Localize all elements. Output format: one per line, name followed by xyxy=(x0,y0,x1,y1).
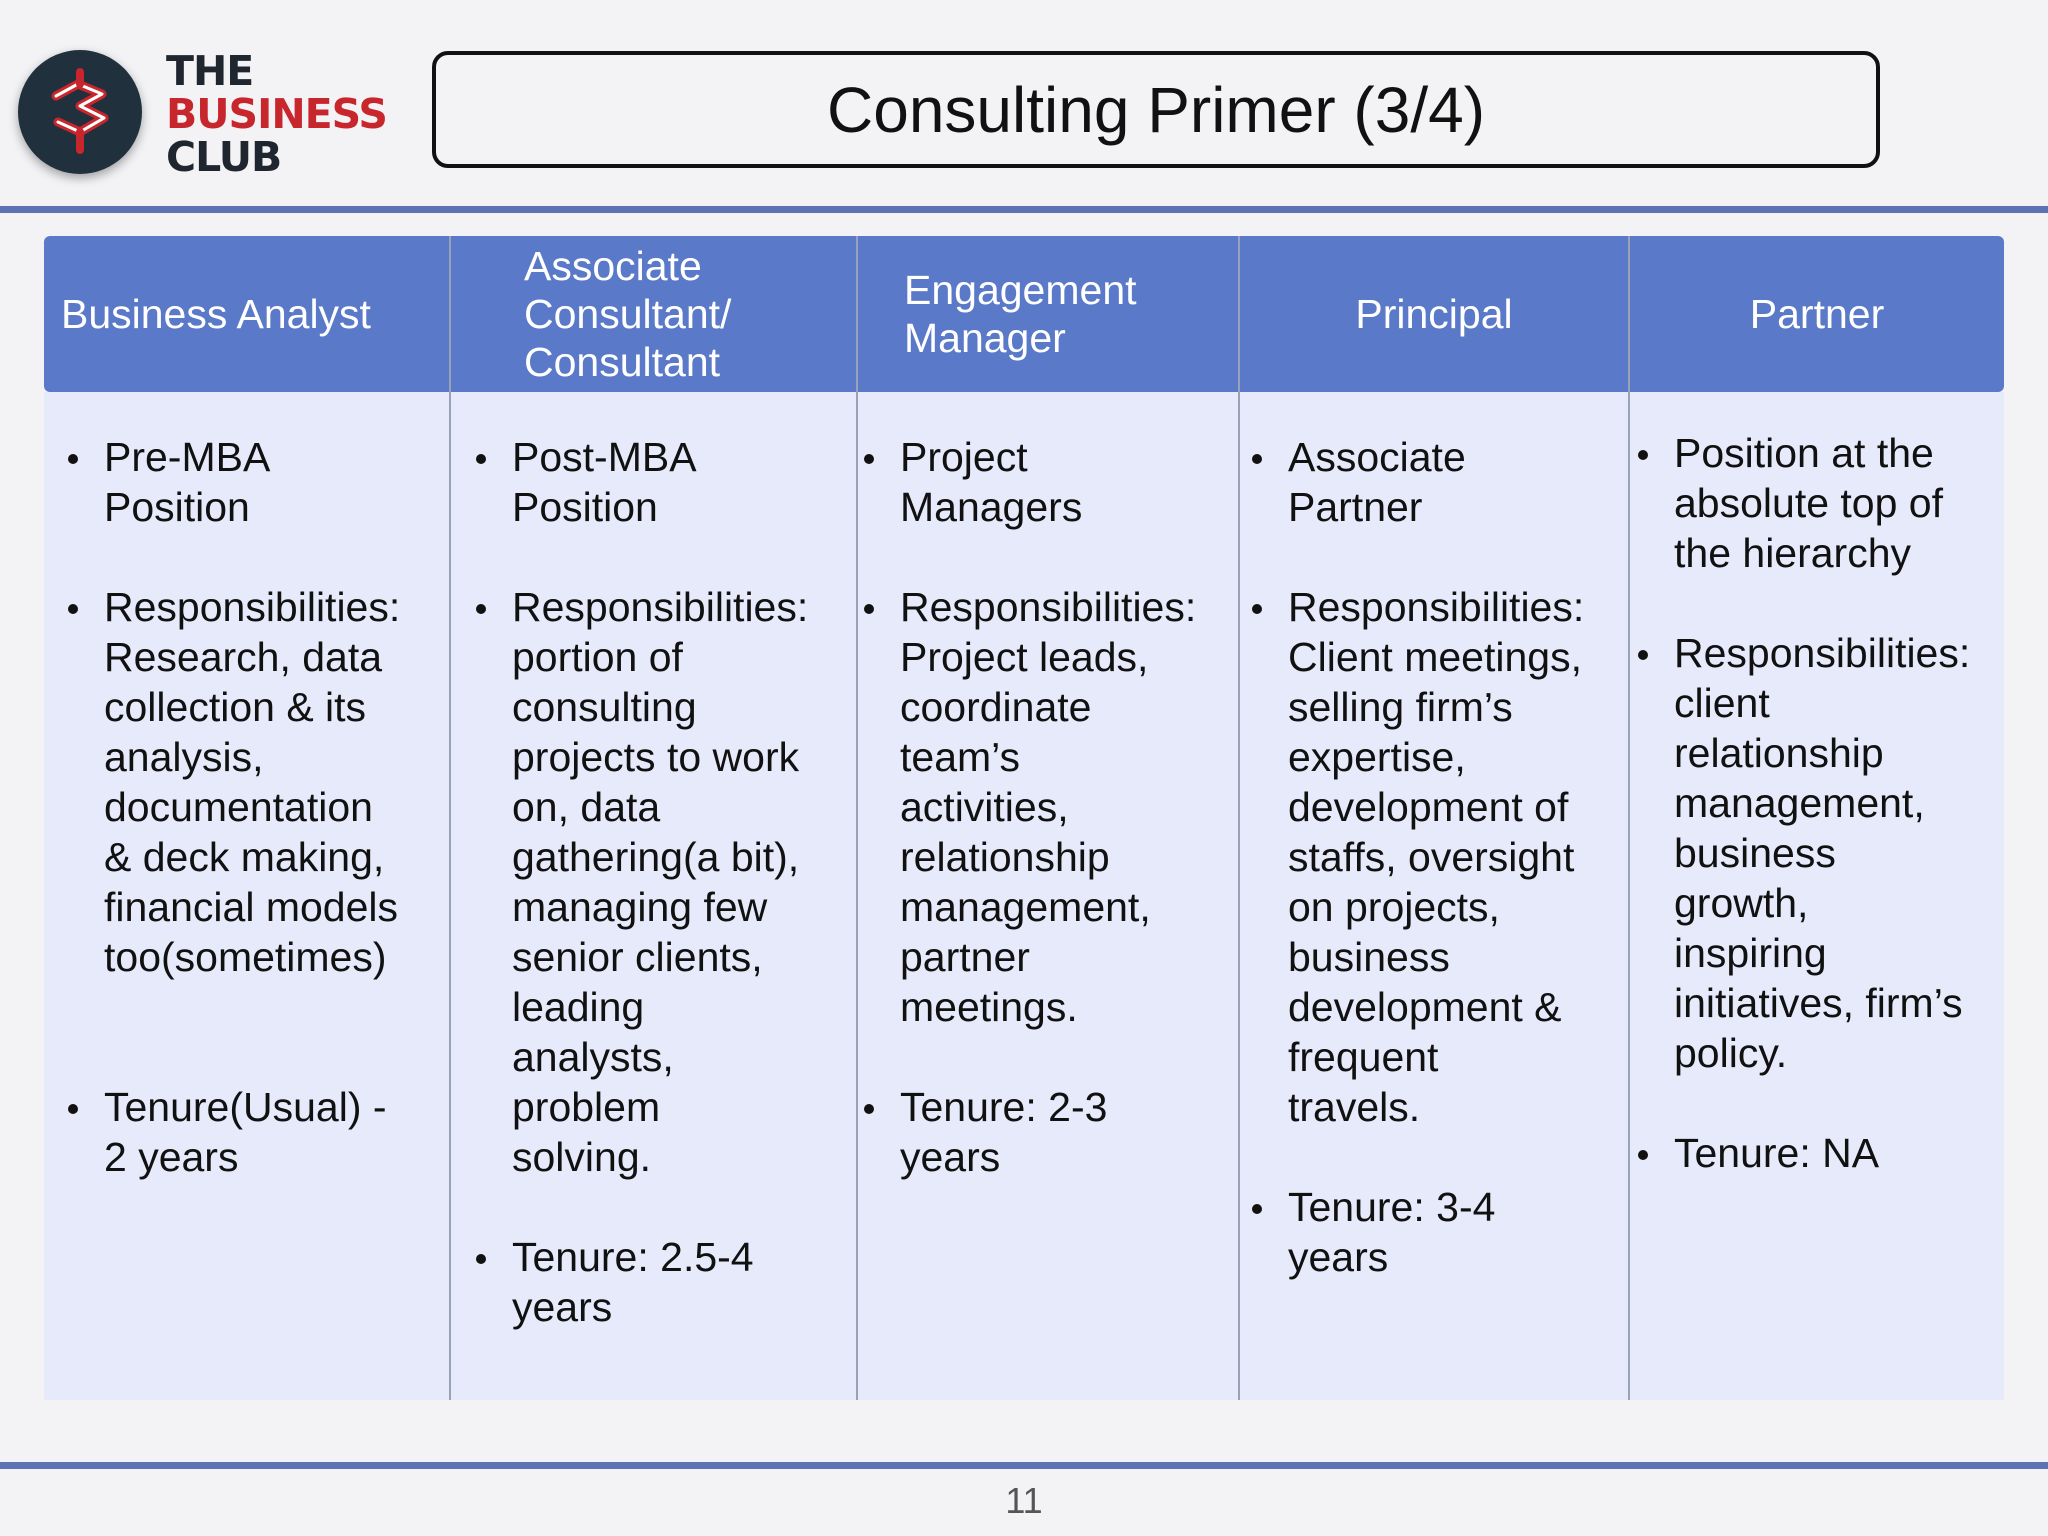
bullet-line: senior clients, xyxy=(512,934,763,980)
bullet-line: management, xyxy=(900,884,1151,930)
bullet-line: frequent xyxy=(1288,1034,1439,1080)
bullet-line: solving. xyxy=(512,1134,652,1180)
bullet-line: Pre-MBA xyxy=(104,434,271,480)
bullet-line: problem xyxy=(512,1084,661,1130)
bullet-item xyxy=(860,432,1240,532)
header-lines xyxy=(524,242,731,386)
bullet-line: Position xyxy=(104,484,250,530)
bullet-line: development & xyxy=(1288,984,1562,1030)
bullet-item xyxy=(64,1082,444,1182)
bullet-line: partner xyxy=(900,934,1030,980)
bullet-line: years xyxy=(1288,1234,1389,1280)
header-line: Business Analyst xyxy=(61,291,371,337)
bullet-line: Responsibilities: xyxy=(512,584,809,630)
top-divider xyxy=(0,206,2048,213)
slide-title-box xyxy=(432,51,1880,168)
bullet-item xyxy=(1634,628,2004,1078)
bullet-item xyxy=(472,582,852,1182)
brand-wordmark xyxy=(166,47,387,181)
bullet-line: relationship xyxy=(900,834,1110,880)
bullet-line: selling firm’s xyxy=(1288,684,1513,730)
bullet-item xyxy=(472,432,852,532)
bullet-item xyxy=(1634,1128,2004,1178)
bullet-line: Project xyxy=(900,434,1028,480)
bullet-line: projects to work xyxy=(512,734,800,780)
bullet-line: team’s xyxy=(900,734,1021,780)
bullet-item xyxy=(64,582,444,982)
header-line: Associate xyxy=(524,243,702,289)
bullet-item xyxy=(860,582,1240,1032)
bullet-line: gathering(a bit), xyxy=(512,834,800,880)
bullet-line: Managers xyxy=(900,484,1083,530)
header-line: Consultant/ xyxy=(524,291,732,337)
bullet-line: development of xyxy=(1288,784,1569,830)
bullet-line: staffs, oversight xyxy=(1288,834,1575,880)
column-divider xyxy=(1628,236,1630,1400)
bullet-line: Project leads, xyxy=(900,634,1149,680)
column-principal xyxy=(1248,432,1628,1282)
bullet-line: Client meetings, xyxy=(1288,634,1582,680)
bullet-line: on projects, xyxy=(1288,884,1500,930)
bullet-item xyxy=(1634,428,2004,578)
bullet-line: policy. xyxy=(1674,1030,1788,1076)
bullet-line: expertise, xyxy=(1288,734,1466,780)
bullet-line: Tenure: 3-4 xyxy=(1288,1184,1496,1230)
slide-title: Consulting Primer (3/4) xyxy=(827,73,1485,146)
header-lines xyxy=(904,266,1137,362)
bullet-line: Tenure: 2.5-4 xyxy=(512,1234,754,1280)
bullet-line: client xyxy=(1674,680,1770,726)
header-associate-consultant xyxy=(524,236,844,392)
bullet-line: managing few xyxy=(512,884,768,930)
header-engagement-manager xyxy=(904,236,1224,392)
header-line: Manager xyxy=(904,315,1066,361)
header-lines xyxy=(61,290,371,338)
bullet-line: portion of xyxy=(512,634,683,680)
bullet-item xyxy=(1248,432,1628,532)
bullet-line: Research, data xyxy=(104,634,383,680)
bullet-line: too(sometimes) xyxy=(104,934,387,980)
header-lines xyxy=(1750,290,1884,338)
bullet-line: Tenure: 2-3 xyxy=(900,1084,1108,1130)
bullet-line: growth, xyxy=(1674,880,1809,926)
column-partner xyxy=(1634,428,2004,1178)
bullet-item xyxy=(64,432,444,532)
bullet-line: collection & its xyxy=(104,684,367,730)
bullet-line: years xyxy=(900,1134,1001,1180)
bullet-item xyxy=(1248,1182,1628,1282)
bullet-line: financial models xyxy=(104,884,398,930)
bullet-line: Responsibilities: xyxy=(104,584,401,630)
roles-table xyxy=(44,236,2004,1400)
bullet-line: Responsibilities: xyxy=(1288,584,1585,630)
bullet-line: 2 years xyxy=(104,1134,239,1180)
bullet-line: Position xyxy=(512,484,658,530)
bullet-line: absolute top of xyxy=(1674,480,1943,526)
header-line: Consultant xyxy=(524,339,721,385)
column-associate-consultant xyxy=(472,432,852,1332)
bullet-line: Associate xyxy=(1288,434,1466,480)
bullet-line: coordinate xyxy=(900,684,1092,730)
bullet-line: management, xyxy=(1674,780,1925,826)
bullet-line: the hierarchy xyxy=(1674,530,1912,576)
bullet-line: meetings. xyxy=(900,984,1078,1030)
bullet-line: analysis, xyxy=(104,734,264,780)
bullet-line: inspiring xyxy=(1674,930,1827,976)
header-principal xyxy=(1240,236,1628,392)
brand-line-2: BUSINESS xyxy=(166,90,387,138)
bullet-line: leading xyxy=(512,984,645,1030)
bottom-divider xyxy=(0,1462,2048,1469)
bullet-line: Partner xyxy=(1288,484,1423,530)
bullet-line: consulting xyxy=(512,684,697,730)
header-line: Engagement xyxy=(904,267,1137,313)
bullet-line: documentation xyxy=(104,784,373,830)
bullet-line: on, data xyxy=(512,784,661,830)
bullet-line: business xyxy=(1288,934,1450,980)
bullet-item xyxy=(1248,582,1628,1132)
bullet-line: & deck making, xyxy=(104,834,385,880)
header-partner xyxy=(1630,236,2004,392)
bullet-line: initiatives, firm’s xyxy=(1674,980,1963,1026)
bullet-item xyxy=(472,1232,852,1332)
header-line: Partner xyxy=(1749,291,1885,337)
column-business-analyst xyxy=(64,432,444,1182)
column-engagement-manager xyxy=(860,432,1240,1182)
page-number: 11 xyxy=(1005,1480,1043,1521)
bullet-line: Post-MBA xyxy=(512,434,697,480)
brand-logo xyxy=(18,47,387,181)
bullet-line: analysts, xyxy=(512,1034,674,1080)
bullet-line: travels. xyxy=(1288,1084,1421,1130)
bullet-item xyxy=(860,1082,1240,1182)
bullet-line: Tenure: NA xyxy=(1674,1130,1880,1176)
dollar-s-icon xyxy=(18,50,142,174)
bullet-line: years xyxy=(512,1284,613,1330)
bullet-line: Responsibilities: xyxy=(1674,630,1971,676)
header-lines xyxy=(1355,290,1512,338)
bullet-line: Tenure(Usual) - xyxy=(104,1084,387,1130)
bullet-line: Responsibilities: xyxy=(900,584,1197,630)
brand-line-3: CLUB xyxy=(166,133,282,181)
column-divider xyxy=(449,236,451,1400)
bullet-line: activities, xyxy=(900,784,1069,830)
bullet-line: relationship xyxy=(1674,730,1884,776)
header-line: Principal xyxy=(1355,291,1513,337)
header-business-analyst xyxy=(61,236,441,392)
brand-line-1: THE xyxy=(166,47,254,95)
bullet-line: Position at the xyxy=(1674,430,1934,476)
bullet-line: business xyxy=(1674,830,1836,876)
column-divider xyxy=(856,236,858,1400)
